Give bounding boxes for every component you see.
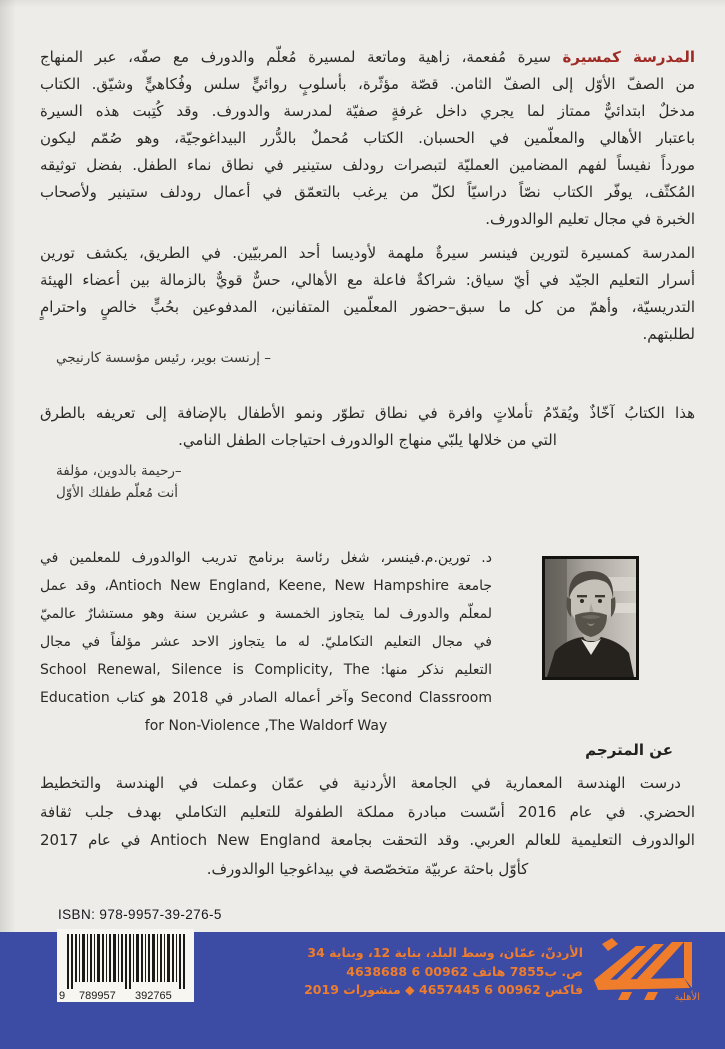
blurb1-line: من الصفّ الأوّل إلى الصفّ الثامن. قصّة مؤثّرة، بأسلوبٍ روائيٍّ سلس وفُكاهيٍّ وشيّق. الكتاب	[40, 75, 695, 93]
publisher-contact	[303, 944, 583, 1000]
blurb1-line: المُكثّف، يوفّر الكتاب نصّاً دراسيّاً لكلّ من يرغب بالتعمّق في أعمال رودلف ستينير ولأصحاب	[40, 183, 695, 201]
publisher-fax-publications: فاكس 00962 6 4657445 ◆ منشورات 2019	[304, 982, 583, 997]
translator-line: الحضري. في عام 2016 أسّست مبادرة مملكة الطفولة للتعليم التكاملي بهدف جلب ثقافة	[40, 802, 695, 821]
blurb1-paragraph	[40, 44, 695, 233]
blurb3-line: التي من خلالها يلبّي منهاج الوالدورف احتياجات الطفل النامي.	[178, 431, 557, 449]
quote2-author: –رحيمة بالدوين، مؤلفة	[56, 463, 182, 479]
blurb1-line	[40, 44, 695, 71]
blurb1-line: باعتبار الأهالي والمعلّمين في الحسبان. الكتاب مُحملٌ بالدُّرر البيداغوجيّة، وهو صُمّم ليكون	[40, 129, 695, 147]
blurb2-line: أسرار التعليم الجيّد في أيّ سياق: شراكةٌ فاعلة مع الأهالي، حسٌّ قويٌّ بالزمالة بين أعضاء الهيئة	[40, 271, 695, 289]
blurb3-line: هذا الكتابُ آخّاذٌ ويُقدّمُ تأملاتٍ وافرة في نطاق تطوّر ونمو الأطفال بالإضافة إلى تعريفه بالطرق	[40, 404, 695, 422]
blurb3-paragraph	[40, 400, 695, 454]
bio-line: جامعة Antioch New England, Keene, New Hampshire، وقد عمل	[40, 578, 493, 594]
blurb2-line: لطلبتهم.	[642, 325, 695, 343]
author-bio	[40, 544, 492, 740]
blurb1-line: الخبرة في مجال تعليم الوالدورف.	[485, 210, 695, 228]
barcode-digits-right: 392765	[135, 990, 172, 1002]
blurb1-line1-rest: سيرة مُفعمة، زاهية وماتعة لمسيرة مُعلّم والدورف مع صفّه، عبر المنهاج	[40, 48, 563, 66]
barcode-digits-left: 789957	[79, 990, 116, 1002]
translator-paragraph	[40, 769, 695, 883]
scan-shadow-left	[0, 0, 16, 1049]
blurb1-line: مدخلٌ ابتدائيٌّ ممتاز لما يجري داخل غرفةٍ صفيّة لمدرسة والدورف. وقد كُتِبت هذه السيرة	[40, 102, 695, 120]
publisher-logo	[588, 934, 706, 1004]
publisher-address: الأردنّ، عمّان، وسط البلد، بناية 12، وبناية 34	[307, 945, 583, 960]
publisher-logo-icon	[588, 934, 706, 1004]
bio-line: في مجال التعليم التكامليّ. له ما يتجاوز الاحد عشر مؤلفاً في مجال	[40, 634, 492, 650]
bio-line-english-titles: for Non-Violence ,The Waldorf Way	[144, 718, 388, 734]
isbn-label: ISBN: 978-9957-39-276-5	[58, 907, 222, 922]
blurb2-line: التدريسيّة، وأهمّ من كل ما سبق–حضور المعلّمين المتفانين، المدفوعين بحُبٍّ خالصٍ واحترامٍ	[40, 298, 695, 316]
bio-line: التعليم نذكر منها: School Renewal, Silence is Complicity, The	[40, 662, 492, 678]
quote1-attribution: – إرنست بوير، رئيس مؤسسة كارنيجي	[56, 350, 272, 366]
blurb2-line: المدرسة كمسيرة لتورين فينسر سيرةٌ ملهمة لأوديسا أحد المربيّين. في الطريق، يكشف تورين	[40, 244, 695, 262]
bio-line: Second Classroom وآخر أعماله الصادر في 2018 هو كتاب Education	[40, 690, 492, 706]
scan-shadow-top	[0, 0, 725, 8]
barcode-digit-lead: 9	[59, 990, 66, 1002]
translator-line: كأوّل باحثة عربيّة متخصّصة في بيداغوجيا الوالدورف.	[206, 859, 529, 878]
translator-line: درست الهندسة المعمارية في الجامعة الأردنية في عمّان وعملت في الهندسة والتخطيط	[40, 774, 681, 792]
blurb1-line: مورداً نفيساً لفهم المضامين العمليّة لتبصرات رودلف ستينير في نطاق نماء الطفل. بفضل توثيقه	[40, 156, 695, 174]
bio-line: لمعلّم والدورف لما يتجاوز الخمسة و عشرين سنة وهو مستشارٌ عالميّ	[40, 606, 492, 622]
translator-line: الوالدورف التعليمية للعالم العربي. وقد التحقت بجامعة Antioch New England في عام 2017	[40, 831, 695, 849]
barcode-panel	[57, 929, 194, 1002]
quote2-attribution	[56, 460, 182, 504]
translator-heading: عن المترجم	[585, 741, 673, 759]
publisher-phone: ص. ب7855 هاتف 00962 6 4638688	[346, 963, 583, 979]
author-photo	[542, 556, 639, 680]
publisher-logo-name: الأهلية	[674, 992, 700, 1003]
author-portrait-illustration	[545, 559, 636, 677]
blurb2-paragraph	[40, 240, 695, 348]
bio-line: د. تورين.م.فينسر، شغل رئاسة برنامج تدريب الوالدورف للمعلمين في	[40, 550, 492, 566]
ean13-barcode	[57, 929, 194, 1002]
book-title-inline: المدرسة كمسيرة	[562, 48, 695, 66]
quote2-book: أنت مُعلّم طفلك الأوّل	[56, 485, 179, 501]
